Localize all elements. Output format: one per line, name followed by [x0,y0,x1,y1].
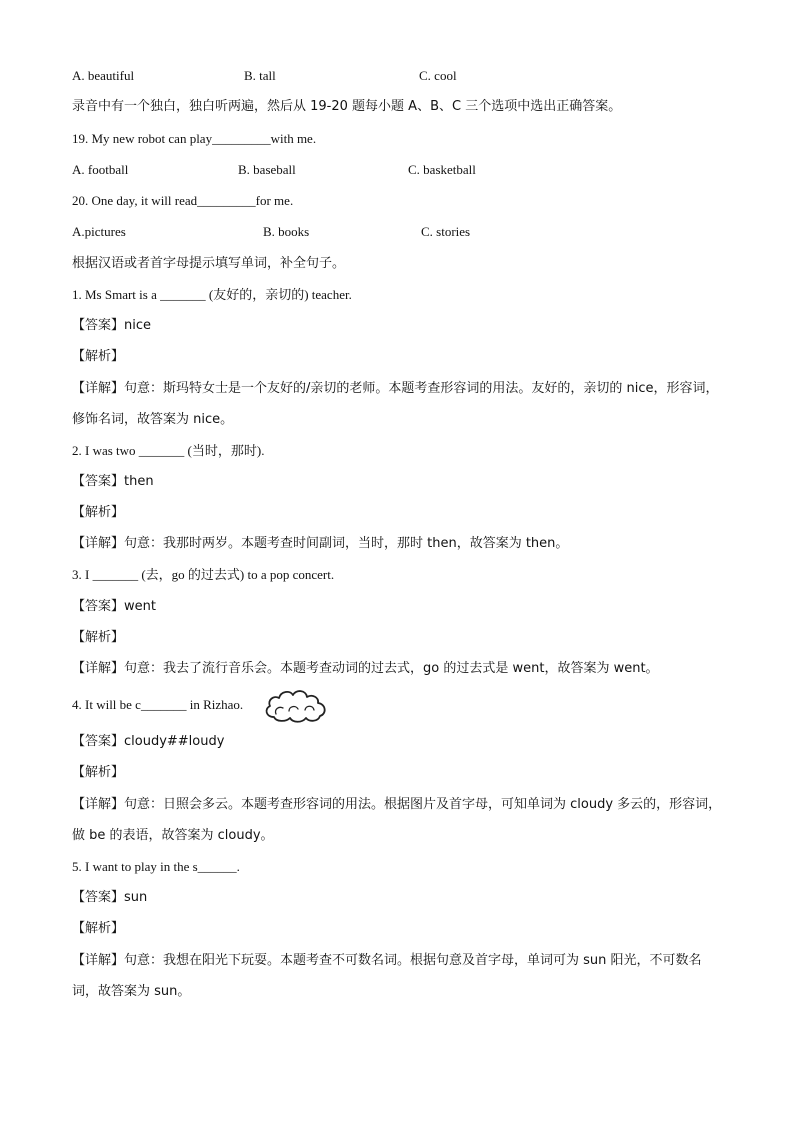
listening-section-instruction: 录音中有一个独白，独白听两遍，然后从 19-20 题每小题 A、B、C 三个选项中选出正确答案。 [72,99,622,114]
item-4-answer: 【答案】cloudy##loudy [72,734,225,749]
q20-option-a: A.pictures [72,224,126,239]
q20-option-c: C. stories [421,224,471,239]
item-5-analysis-label: 【解析】 [72,921,125,936]
fill-section-instruction: 根据汉语或者首字母提示填写单词，补全句子。 [72,256,346,271]
item-3-question: 3. I _______ (去，go 的过去式) to a pop concert. [72,567,335,582]
item-2-question: 2. I was two _______ (当时，那时). [72,443,265,458]
item-1-question: 1. Ms Smart is a _______ (友好的，亲切的) teacher. [72,287,352,302]
q19-option-a: A. football [72,162,129,177]
item-1-answer: 【答案】nice [72,318,151,333]
item-2-analysis-label: 【解析】 [72,505,125,520]
q19-option-c: C. basketball [408,162,476,177]
q20-stem: 20. One day, it will read_________for me. [72,193,294,208]
item-3-analysis-label: 【解析】 [72,630,125,645]
q18-option-c: C. cool [419,68,457,83]
item-4-detail: 【详解】句意：日照会多云。本题考查形容词的用法。根据图片及首字母，可知单词为 cloudy 多云的，形容词，做 be 的表语，故答案为 cloudy。 [72,797,722,843]
q19-option-b: B. baseball [238,162,296,177]
item-5-detail: 【详解】句意：我想在阳光下玩耍。本题考查不可数名词。根据句意及首字母，单词可为 sun 阳光，不可数名词，故答案为 sun。 [72,953,702,999]
item-1-detail: 【详解】句意：斯玛特女士是一个友好的/亲切的老师。本题考查形容词的用法。友好的，亲切的 nice，形容词，修饰名词，故答案为 nice。 [72,381,719,427]
item-4-question: 4. It will be c_______ in Rizhao. [72,697,244,712]
item-3-detail: 【详解】句意：我去了流行音乐会。本题考查动词的过去式，go 的过去式是 went，故答案为 went。 [72,661,659,676]
q20-option-b: B. books [263,224,310,239]
item-5-answer: 【答案】sun [72,890,148,905]
item-5-question: 5. I want to play in the s______. [72,859,240,874]
q19-stem: 19. My new robot can play_________with me. [72,131,317,146]
cloud-icon [262,687,330,725]
item-4-analysis-label: 【解析】 [72,765,125,780]
item-2-answer: 【答案】then [72,474,154,489]
item-3-answer: 【答案】went [72,599,156,614]
q18-option-b: B. tall [244,68,276,83]
item-2-detail: 【详解】句意：我那时两岁。本题考查时间副词，当时，那时 then，故答案为 then。 [72,536,569,551]
q18-option-a: A. beautiful [72,68,135,83]
item-1-analysis-label: 【解析】 [72,349,125,364]
